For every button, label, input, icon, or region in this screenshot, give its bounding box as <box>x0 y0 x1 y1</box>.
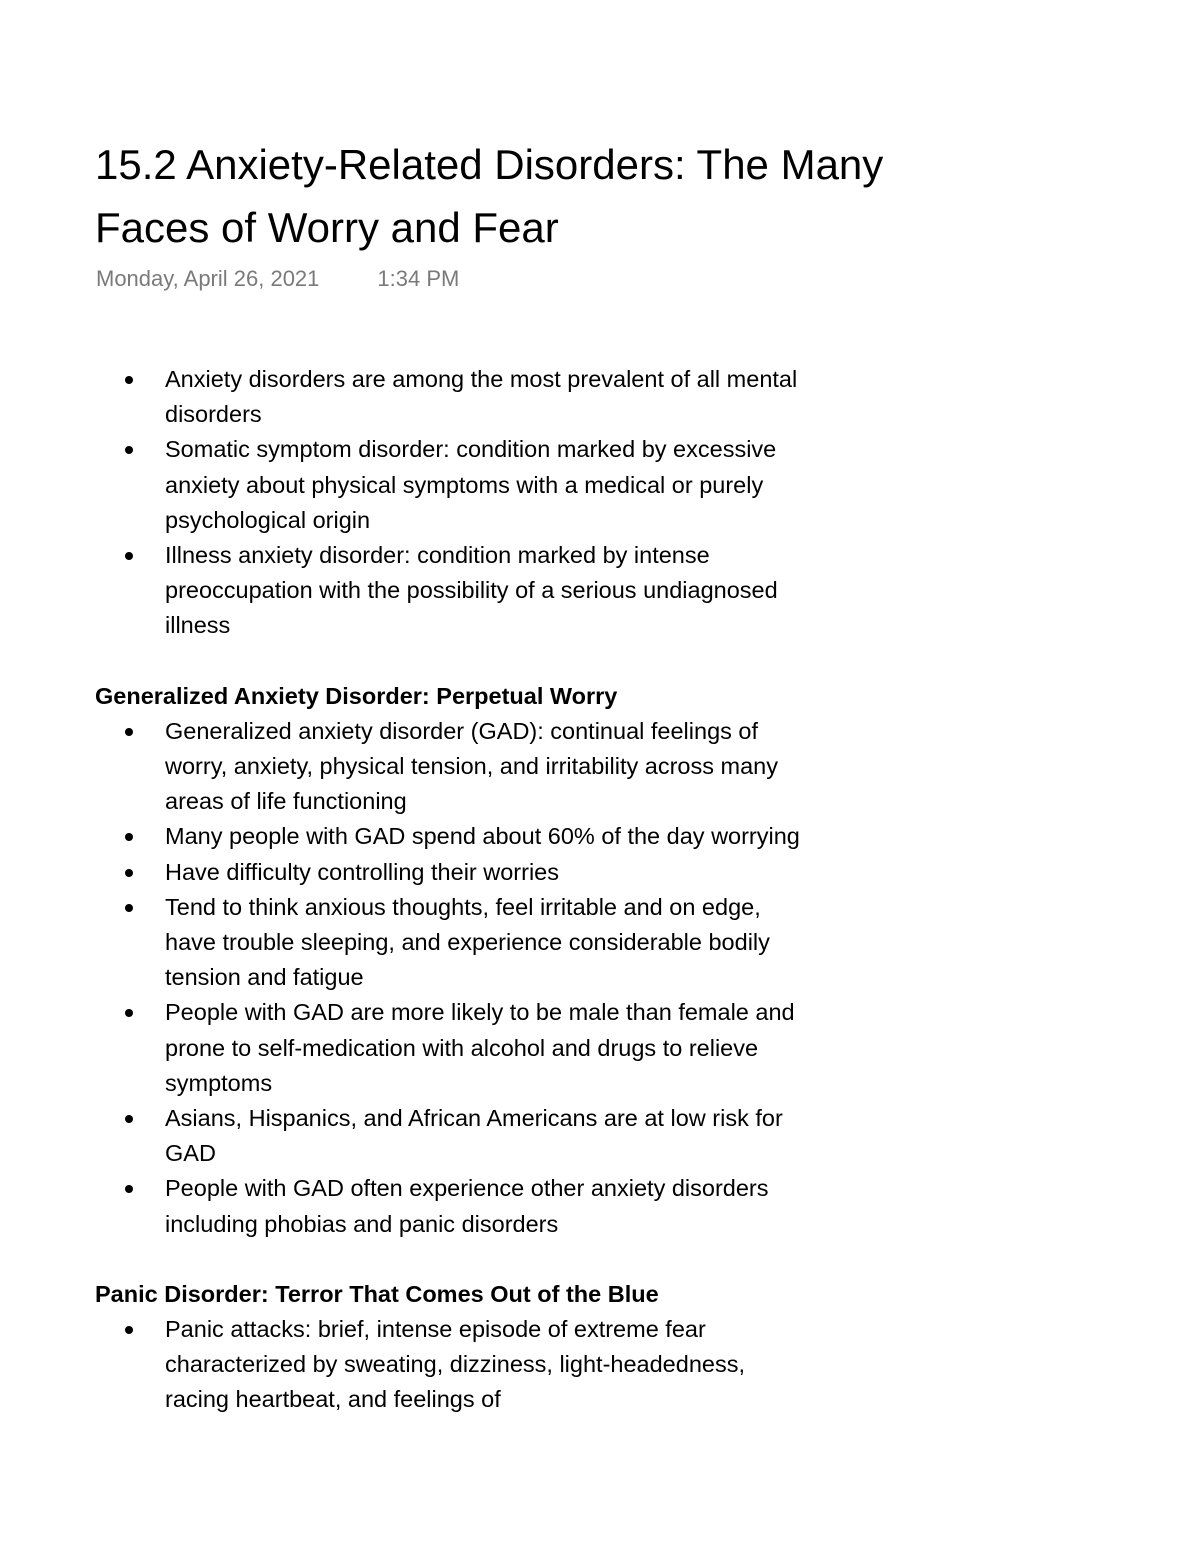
bullet-icon <box>125 1115 133 1123</box>
page-date: Monday, April 26, 2021 <box>96 266 320 291</box>
list-item: Have difficulty controlling their worries <box>95 855 805 890</box>
section-heading-panic: Panic Disorder: Terror That Comes Out of the Blue <box>95 1280 659 1307</box>
bullet-icon <box>125 1326 133 1334</box>
bullet-icon <box>125 552 133 560</box>
bullet-icon <box>125 833 133 841</box>
bullet-icon <box>125 1185 133 1193</box>
list-item: Asians, Hispanics, and African Americans are at low risk for GAD <box>95 1101 805 1171</box>
note-content <box>95 362 855 1435</box>
list-item: Panic attacks: brief, intense episode of extreme fear characterized by sweating, dizziness, light-headedness, racing heartbeat, and feelings of <box>95 1312 805 1418</box>
list-item: People with GAD are more likely to be male than female and prone to self-medication with alcohol and drugs to relieve symptoms <box>95 995 805 1101</box>
list-item: Illness anxiety disorder: condition marked by intense preoccupation with the possibility of a serious undiagnosed illness <box>95 538 805 644</box>
bullet-icon <box>125 869 133 877</box>
bullet-icon <box>125 1009 133 1017</box>
list-item: Many people with GAD spend about 60% of the day worrying <box>95 819 805 854</box>
list-item: Generalized anxiety disorder (GAD): continual feelings of worry, anxiety, physical tension, and irritability across many areas of life functioning <box>95 714 805 820</box>
bullet-icon <box>125 728 133 736</box>
bullet-icon <box>125 446 133 454</box>
page-timestamp <box>96 263 459 295</box>
bullet-icon <box>125 904 133 912</box>
list-item: Somatic symptom disorder: condition marked by excessive anxiety about physical symptoms with a medical or purely psychological origin <box>95 432 805 538</box>
section-heading-gad: Generalized Anxiety Disorder: Perpetual Worry <box>95 682 618 709</box>
panic-list <box>95 1312 855 1418</box>
bullet-icon <box>125 376 133 384</box>
list-item: Tend to think anxious thoughts, feel irritable and on edge, have trouble sleeping, and experience considerable bodily tension and fatigue <box>95 890 805 996</box>
list-item: People with GAD often experience other anxiety disorders including phobias and panic disorders <box>95 1171 805 1241</box>
page-time: 1:34 PM <box>377 266 460 291</box>
list-item: Anxiety disorders are among the most prevalent of all mental disorders <box>95 362 805 432</box>
intro-list <box>95 362 855 644</box>
gad-list <box>95 714 855 1242</box>
page-title: 15.2 Anxiety-Related Disorders: The Many Faces of Worry and Fear <box>95 141 884 251</box>
